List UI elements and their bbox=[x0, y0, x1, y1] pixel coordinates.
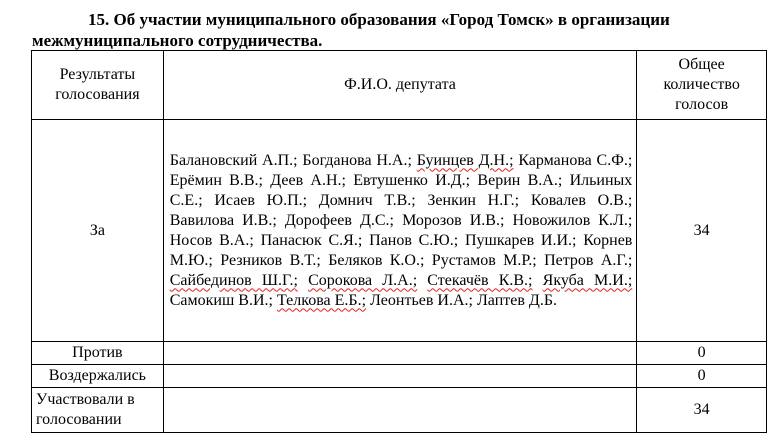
deputy-name: Телкова Е.Б.; bbox=[276, 291, 367, 309]
deputy-name: Панов С.Ю.; bbox=[369, 231, 459, 249]
deputy-name: Зенкин Н.Г.; bbox=[427, 191, 520, 209]
deputy-name: Карманова С.Ф.; bbox=[518, 151, 633, 169]
deputy-name: Ильиных С.Е.; bbox=[169, 171, 633, 209]
protiv-deputies bbox=[163, 342, 637, 365]
deputy-name: Петров А.Г.; bbox=[544, 251, 633, 269]
deputy-name: Носов В.А.; bbox=[169, 231, 254, 249]
deputy-name: Леонтьев И.А.; bbox=[370, 291, 473, 309]
deputy-name: Стекачёв К.В.; bbox=[427, 271, 533, 289]
deputy-name: Балановский А.П.; bbox=[169, 151, 298, 169]
deputy-name: Морозов И.В.; bbox=[402, 211, 505, 229]
deputy-name: Вавилова И.В.; bbox=[169, 211, 277, 229]
table-row-vozderzhalis bbox=[32, 365, 767, 388]
table-header-row bbox=[32, 51, 767, 120]
uchastvovali-deputies bbox=[163, 388, 637, 433]
deputy-name: Якуба М.И.; bbox=[542, 271, 633, 289]
deputy-name: Домнич Т.В.; bbox=[318, 191, 416, 209]
deputy-name: Самокиш В.И.; bbox=[169, 291, 273, 309]
header-result: Результаты голосования bbox=[32, 51, 164, 120]
vozderzhalis-label: Воздержались bbox=[32, 365, 164, 388]
za-count: 34 bbox=[637, 120, 767, 342]
deputy-name: Дорофеев Д.С.; bbox=[284, 211, 395, 229]
table-row-za bbox=[32, 120, 767, 342]
heading-line-1: 15. Об участии муниципального образования «Город Томск» в организации bbox=[88, 10, 670, 29]
voting-results-table bbox=[31, 50, 767, 433]
deputy-name: Лаптев Д.Б. bbox=[476, 291, 558, 309]
deputy-list bbox=[163, 120, 637, 342]
table-row-uchastvovali bbox=[32, 388, 767, 433]
deputy-name: Сорокова Л.А.; bbox=[308, 271, 418, 289]
protiv-label: Против bbox=[32, 342, 164, 365]
heading-line-2: межмуниципального сотрудничества. bbox=[32, 31, 323, 50]
uchastvovali-label: Участвовали в голосовании bbox=[32, 388, 164, 433]
section-heading bbox=[32, 9, 772, 51]
vozderzhalis-count: 0 bbox=[637, 365, 767, 388]
deputy-name: Буинцев Д.Н.; bbox=[416, 151, 514, 169]
deputy-name: Деев А.Н.; bbox=[270, 171, 346, 189]
deputy-name: Евтушенко И.Д.; bbox=[353, 171, 471, 189]
deputy-name: Новожилов К.Л.; bbox=[512, 211, 633, 229]
header-total: Общее количество голосов bbox=[637, 51, 767, 120]
deputy-name: Корнев М.Ю.; bbox=[169, 231, 633, 269]
deputy-name: Верин В.А.; bbox=[477, 171, 563, 189]
deputy-name: Ковалев О.В.; bbox=[530, 191, 633, 209]
deputy-name: Богданова Н.А.; bbox=[302, 151, 412, 169]
deputy-name: Беляков К.О.; bbox=[328, 251, 425, 269]
deputy-name: Исаев Ю.П.; bbox=[214, 191, 308, 209]
uchastvovali-count: 34 bbox=[637, 388, 767, 433]
deputy-name: Пушкарев И.И.; bbox=[464, 231, 577, 249]
protiv-count: 0 bbox=[637, 342, 767, 365]
table-row-protiv bbox=[32, 342, 767, 365]
vozderzhalis-deputies bbox=[163, 365, 637, 388]
deputy-name: Резников В.Т.; bbox=[220, 251, 321, 269]
deputy-name: Панасюк С.Я.; bbox=[260, 231, 363, 249]
deputy-name: Сайбединов Ш.Г.; bbox=[169, 271, 298, 289]
deputy-name: Ерёмин В.В.; bbox=[169, 171, 263, 189]
header-deputies: Ф.И.О. депутата bbox=[163, 51, 637, 120]
za-label: За bbox=[32, 120, 164, 342]
deputy-name: Рустамов М.Р.; bbox=[431, 251, 537, 269]
